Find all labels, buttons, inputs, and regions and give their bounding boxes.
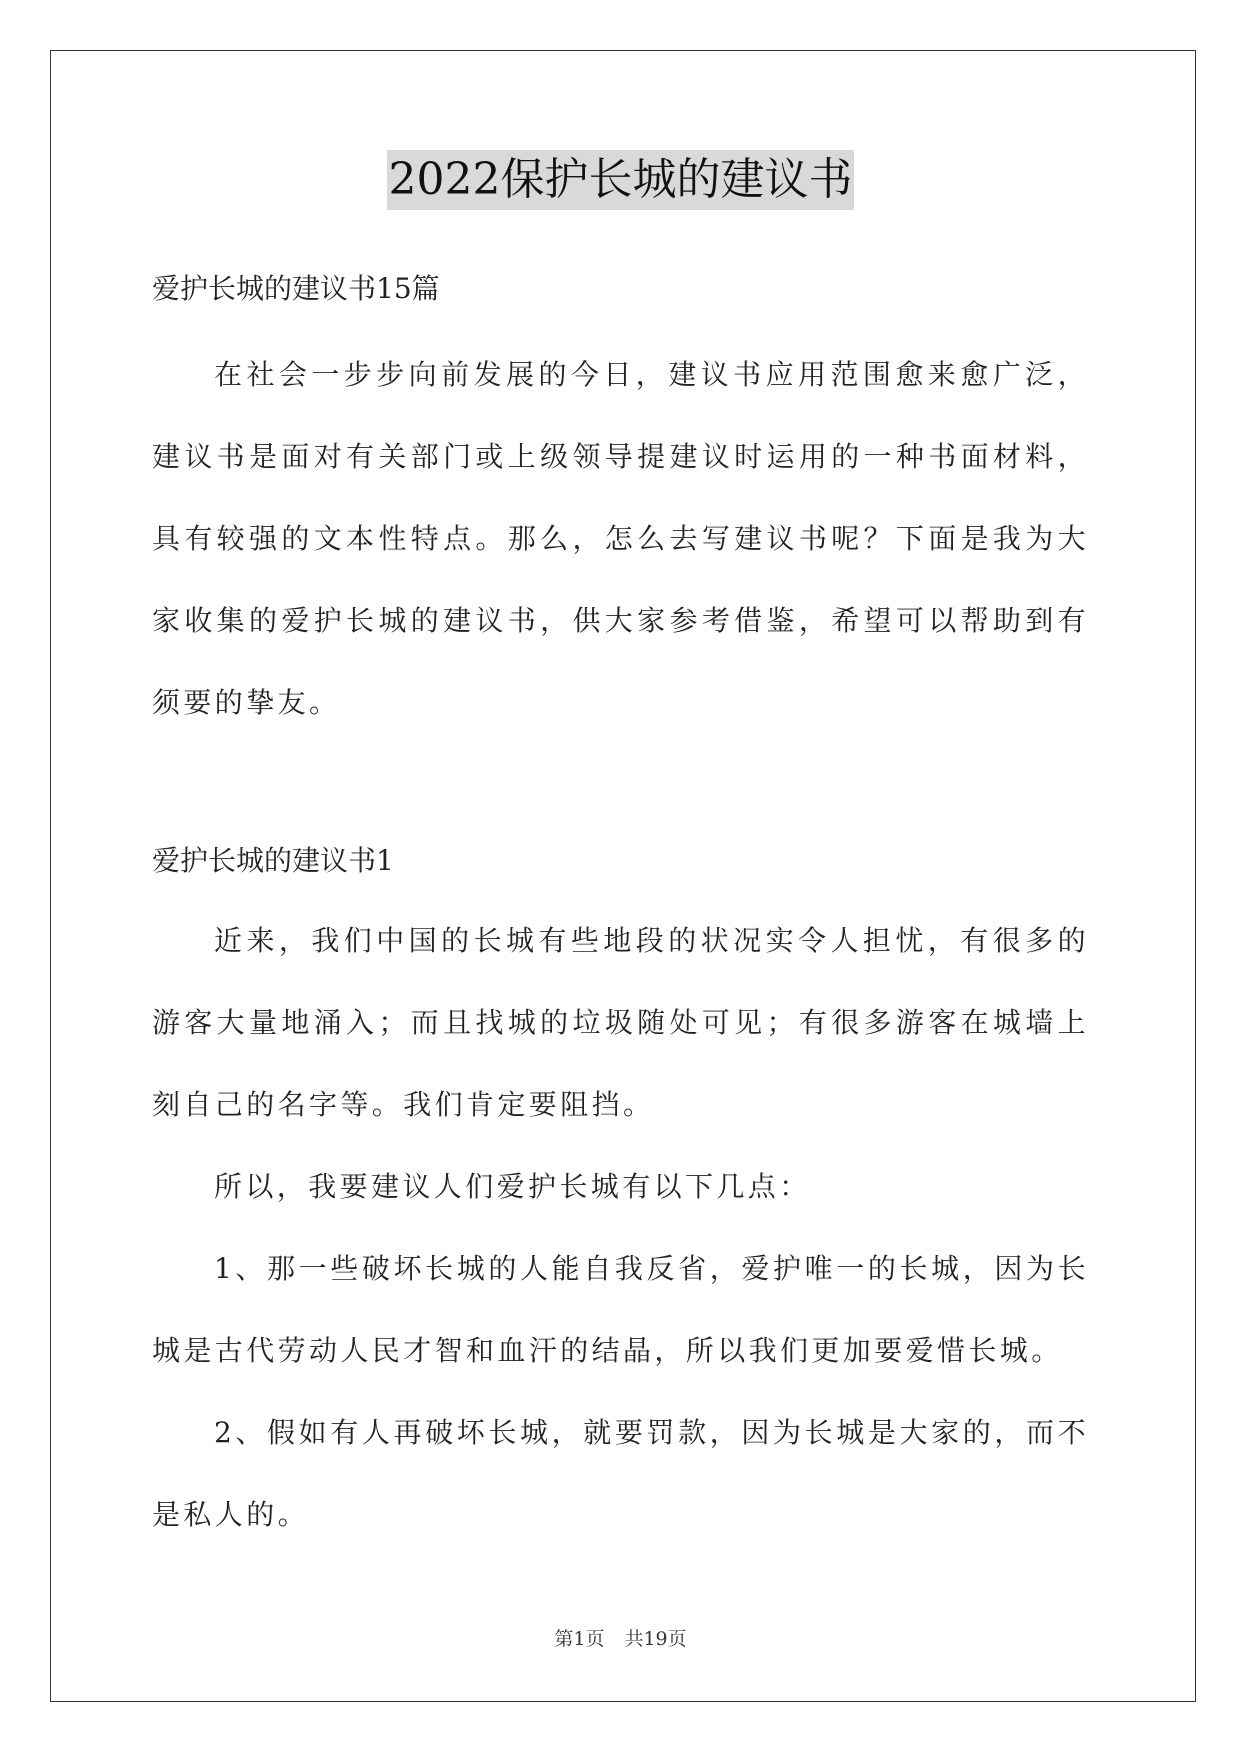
page-number-total: 共19页 — [624, 1628, 687, 1650]
section-heading-1: 爱护长城的建议书1 — [152, 844, 394, 877]
page-number-current: 第1页 — [554, 1628, 605, 1650]
intro-heading: 爱护长城的建议书15篇 — [152, 272, 440, 305]
body-paragraph-4: 2、假如有人再破坏长城，就要罚款，因为长城是大家的，而不是私人的。 — [152, 1416, 1089, 1531]
page-footer — [0, 1624, 1241, 1651]
intro-paragraph: 在社会一步步向前发展的今日，建议书应用范围愈来愈广泛，建议书是面对有关部门或上级领导提建议时运用的一种书面材料，具有较强的文本性特点。那么，怎么去写建议书呢？下面是我为大家收集的爱护长城的建议书，供大家参考借鉴，希望可以帮助到有须要的挚友。 — [152, 358, 1089, 719]
body-paragraph-3: 1、那一些破坏长城的人能自我反省，爱护唯一的长城，因为长城是古代劳动人民才智和血汗的结晶，所以我们更加要爱惜长城。 — [152, 1252, 1089, 1367]
document-body — [152, 250, 1089, 1556]
body-paragraph-1: 近来，我们中国的长城有些地段的状况实令人担忧，有很多的游客大量地涌入；而且找城的垃圾随处可见；有很多游客在城墙上刻自己的名字等。我们肯定要阻挡。 — [152, 924, 1089, 1121]
section-spacer — [152, 744, 1089, 822]
document-title: 2022保护长城的建议书 — [387, 150, 855, 210]
body-paragraph-2: 所以，我要建议人们爱护长城有以下几点： — [214, 1170, 811, 1203]
title-container — [0, 150, 1241, 210]
